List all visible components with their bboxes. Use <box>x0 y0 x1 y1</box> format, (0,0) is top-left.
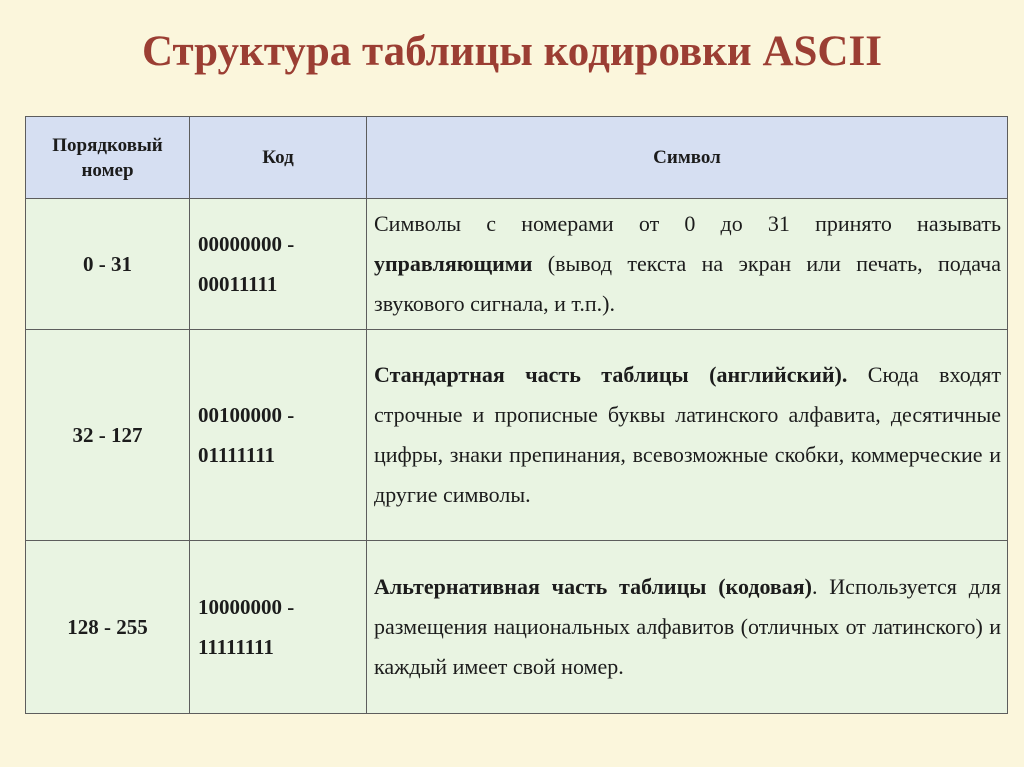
table-row <box>26 330 1008 541</box>
row-code <box>190 199 367 330</box>
slide-title: Структура таблицы кодировки ASCII <box>142 28 882 75</box>
header-number: Порядковый номер <box>26 117 190 199</box>
symbol-text: Символы с номерами от 0 до 31 принято называть <box>374 211 1001 236</box>
ascii-structure-table <box>25 116 1008 714</box>
code-end: 11111111 <box>198 635 274 659</box>
table-row <box>26 541 1008 714</box>
code-start: 00000000 - <box>198 232 295 256</box>
symbol-text-rest: (вывод текста на экран или печать, подача звукового сигнала, и т.п.). <box>374 251 1001 316</box>
symbol-text-rest: . Используется для размещения национальных алфавитов (отличных от латинского) и каждый имеет свой номер. <box>374 574 1001 679</box>
code-start: 00100000 - <box>198 403 295 427</box>
row-number: 0 - 31 <box>26 199 190 330</box>
code-start: 10000000 - <box>198 595 295 619</box>
header-symbol: Символ <box>367 117 1008 199</box>
row-number: 128 - 255 <box>26 541 190 714</box>
symbol-text-rest: Сюда входят строчные и прописные буквы латинского алфавита, десятичные цифры, знаки препинания, всевозможные скобки, коммерческие и другие символы. <box>374 362 1001 507</box>
row-code <box>190 330 367 541</box>
code-end: 01111111 <box>198 443 276 467</box>
symbol-emphasis: Альтернативная часть таблицы (кодовая) <box>374 574 813 599</box>
symbol-emphasis: управляющими <box>374 251 533 276</box>
code-end: 00011111 <box>198 272 278 296</box>
row-number: 32 - 127 <box>26 330 190 541</box>
symbol-emphasis: Стандартная часть таблицы (английский). <box>374 362 848 387</box>
row-symbol-description <box>367 541 1008 714</box>
table-row <box>26 199 1008 330</box>
header-code: Код <box>190 117 367 199</box>
row-symbol-description <box>367 330 1008 541</box>
row-code <box>190 541 367 714</box>
table-header-row <box>26 117 1008 199</box>
row-symbol-description <box>367 199 1008 330</box>
